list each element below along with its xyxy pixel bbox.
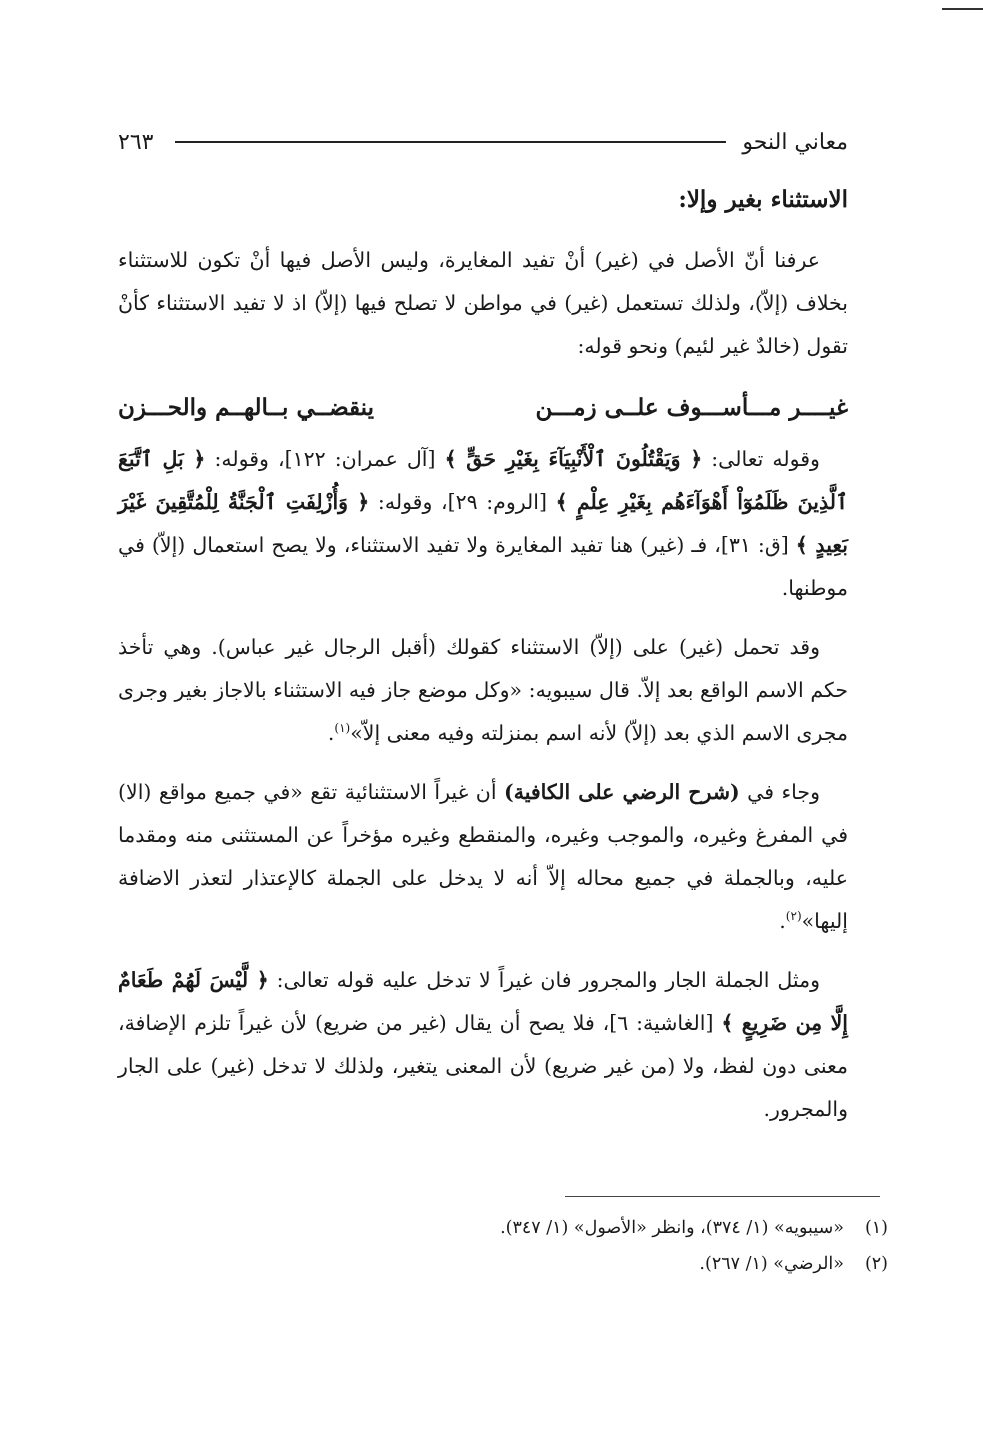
quran-quote-3: ﴿ وَأُزْلِفَتِ ٱلْجَنَّةُ لِلْمُتَّقِينَ غَيْرَ بَعِيدٍ ﴾	[118, 490, 848, 557]
footnote-text: «سيبويه» (١/ ٣٧٤)، وانظر «الأصول» (١/ ٣٤٧).	[500, 1218, 844, 1238]
footnotes	[118, 1210, 888, 1282]
footnote-2	[118, 1246, 888, 1282]
footnote-1	[118, 1210, 888, 1246]
header-rule	[175, 141, 726, 143]
footnote-ref-2[interactable]: (٢)	[785, 909, 802, 924]
footnote-number: (١)	[864, 1218, 888, 1238]
p3-text: وقد تحمل (غير) على (إلاّ) الاستثناء كقولك (أقبل الرجال غير عباس). وهي تأخذ حكم الاسم الواقع بعد إلاّ. قال سيبويه: «وكل موضع جاز فيه الاستثناء بالاجاز بغير وجرى مجرى الاسم الذي بعد (إلاّ) لأنه اسم بمنزلته وفيه معنى إلاّ»	[118, 635, 848, 745]
p5-text-b: [الغاشية: ٦]، فلا يصح أن يقال (غير من ضريع) لأن غيراً تلزم الإضافة، معنى دون لفظ، ولا (من غير ضريع) لأن المعنى يتغير، ولذلك لا تدخل (غير) على الجار والمجرور.	[118, 1011, 848, 1121]
p2-text-c: [الروم: ٢٩]، وقوله:	[369, 490, 556, 514]
section-heading: الاستثناء بغير وإلا:	[678, 186, 848, 213]
paragraph-3	[118, 626, 848, 755]
page-number: ٢٦٣	[118, 129, 154, 155]
cited-book-title: (شرح الرضي على الكافية)	[504, 780, 740, 804]
p2-text-b: [آل عمران: ١٢٢]، وقوله:	[205, 447, 445, 471]
p5-text-a: ومثل الجملة الجار والمجرور فان غيراً لا تدخل عليه قوله تعالى:	[268, 968, 820, 992]
verse-first-hemistich: غيــــر مـــأســـوف علــى زمـــن	[535, 394, 848, 421]
page-edge-rule	[942, 8, 983, 10]
paragraph-5	[118, 959, 848, 1131]
footnote-ref-1[interactable]: (١)	[334, 721, 351, 736]
footnote-separator	[565, 1196, 880, 1197]
quran-quote-2: ﴿ بَلِ ٱتَّبَعَ ٱلَّذِينَ ظَلَمُوٓاْ أَهْوَآءَهُم بِغَيْرِ عِلْمٍ ﴾	[118, 447, 848, 514]
p3-end: .	[327, 721, 335, 745]
p4-end: .	[779, 909, 786, 933]
p2-text-d: [ق: ٣١]، فـ (غير) هنا تفيد المغايرة ولا تفيد الاستثناء، ولا يصح استعمال (إلاّ) في موطنها.	[118, 533, 848, 600]
verse-second-hemistich: ينقضــي بــالهــم والحـــزن	[118, 394, 375, 421]
footnote-number: (٢)	[864, 1254, 888, 1274]
running-header	[118, 122, 848, 162]
footnote-text: «الرضي» (١/ ٢٦٧).	[699, 1254, 844, 1274]
paragraph-1: عرفنا أنّ الأصل في (غير) أنْ تفيد المغايرة، وليس الأصل فيها أنْ تكون للاستثناء بخلاف (إلاّ)، ولذلك تستعمل (غير) في مواطن لا تصلح فيها (إلاّ) اذ لا تفيد الاستثناء كأنْ تقول (خالدٌ غير لئيم) ونحو قوله:	[118, 248, 848, 358]
poetry-verse	[118, 384, 848, 432]
paragraph-4	[118, 771, 848, 943]
page-body	[118, 178, 848, 1147]
quran-quote-4: ﴿ لَّيْسَ لَهُمْ طَعَامٌ إِلَّا مِن ضَرِيعٍ ﴾	[118, 968, 849, 1035]
quran-quote-1: ﴿ وَيَقْتُلُونَ ٱلْأَنْبِيَآءَ بِغَيْرِ حَقٍّ ﴾	[444, 447, 703, 471]
p4-text-a: وجاء في	[739, 780, 820, 804]
p4-text-b: أن غيراً الاستثنائية تقع «في جميع مواقع (الا) في المفرغ وغيره، والموجب وغيره، والمنقطع وغيره مؤخراً عن المستثنى منه ومقدما عليه، وبالجملة في جميع محاله إلاّ أنه لا يدخل على الجملة كالإعتذار لتعذر الاضافة إليها»	[118, 780, 848, 933]
book-title: معاني النحو	[742, 129, 848, 155]
p2-text-a: وقوله تعالى:	[702, 447, 820, 471]
paragraph-2	[118, 438, 848, 610]
